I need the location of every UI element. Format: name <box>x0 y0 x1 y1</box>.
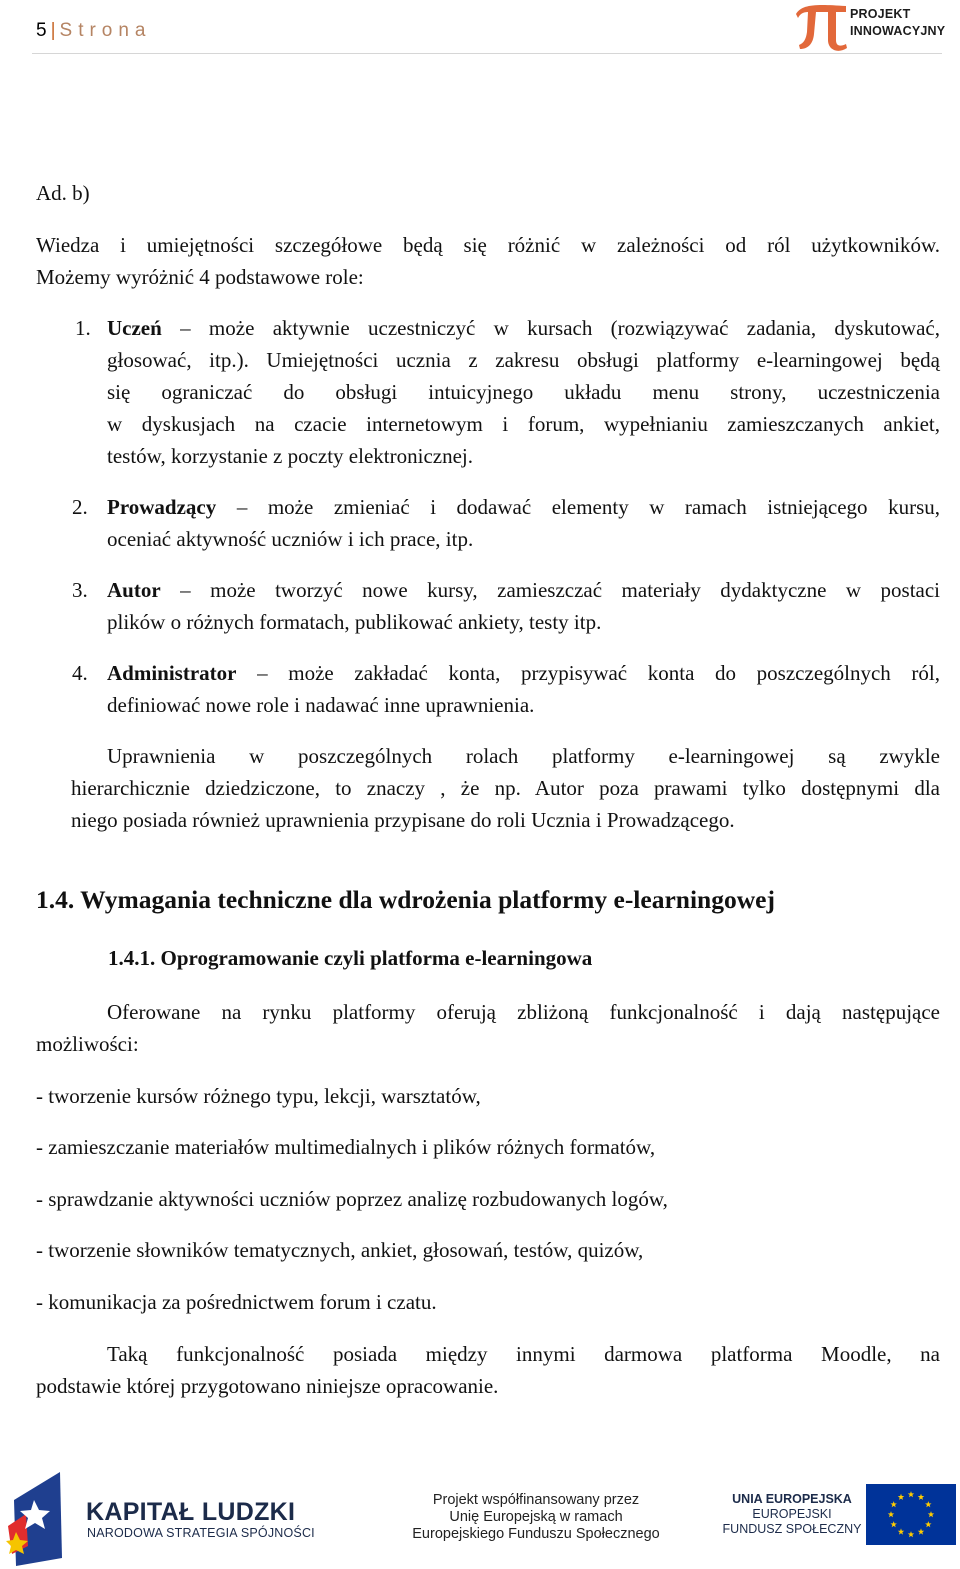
cofinancing-line: Europejskiego Funduszu Społecznego <box>412 1526 660 1542</box>
role-desc: – może aktywnie uczestniczyć w kursach (rozwiązywać zadania, dyskutować, <box>180 316 940 340</box>
list-item-line: plików o różnych formatach, publikować ankiety, testy itp. <box>107 610 602 634</box>
logo-line-1: PROJEKT <box>850 7 911 21</box>
page-header <box>36 20 152 42</box>
section-label: Ad. b) <box>36 181 90 205</box>
role-title: Autor <box>107 578 161 602</box>
paragraph-line: Uprawnienia w poszczególnych rolach platformy e-learningowej są zwykle <box>107 744 940 768</box>
logo-line-2: INNOWACYJNY <box>850 24 946 38</box>
pi-logo-icon <box>792 0 852 52</box>
kapital-ludzki-subtitle: NARODOWA STRATEGIA SPÓJNOŚCI <box>87 1526 315 1540</box>
role-title: Administrator <box>107 661 237 685</box>
bullet-item: - tworzenie słowników tematycznych, ankiet, głosowań, testów, quizów, <box>36 1238 644 1262</box>
list-number: 2. <box>72 495 88 519</box>
paragraph-line: Oferowane na rynku platformy oferują zbliżoną funkcjonalność i dają następujące <box>107 1000 940 1024</box>
paragraph-line: podstawie której przygotowano niniejsze opracowanie. <box>36 1374 499 1398</box>
cofinancing-line: Projekt współfinansowany przez <box>432 1492 640 1508</box>
role-title: Prowadzący <box>107 495 217 519</box>
eu-line: FUNDUSZ SPOŁECZNY <box>722 1522 862 1536</box>
eu-flag-icon <box>866 1484 956 1545</box>
intro-line-2: Możemy wyróżnić 4 podstawowe role: <box>36 265 364 289</box>
list-item-line <box>107 491 940 523</box>
kapital-ludzki-logo-icon <box>6 1466 66 1566</box>
page-number: 5 <box>36 20 47 41</box>
paragraph-line: hierarchicznie dziedziczone, to znaczy , że np. Autor poza prawami tylko dostępnymi dla <box>71 776 940 800</box>
eu-line: EUROPEJSKI <box>752 1507 832 1521</box>
section-heading: 1.4. Wymagania techniczne dla wdrożenia platformy e-learningowej <box>36 885 775 914</box>
list-item-line <box>107 312 940 344</box>
list-item-line <box>107 574 940 606</box>
list-item-line: definiować nowe role i nadawać inne uprawnienia. <box>107 693 535 717</box>
list-number: 3. <box>72 578 88 602</box>
role-desc: – może zmieniać i dodawać elementy w ramach istniejącego kursu, <box>236 495 941 519</box>
page-footer <box>0 1460 960 1569</box>
list-item-line: głosować, itp.). Umiejętności ucznia z zakresu obsługi platformy e-learningowej będą <box>107 348 940 372</box>
subsection-heading: 1.4.1. Oprogramowanie czyli platforma e-learningowa <box>108 946 593 970</box>
list-item-line: oceniać aktywność uczniów i ich prace, itp. <box>107 527 474 551</box>
role-desc: – może zakładać konta, przypisywać konta do poszczególnych ról, <box>257 661 941 685</box>
bullet-item: - tworzenie kursów różnego typu, lekcji, warsztatów, <box>36 1084 481 1108</box>
bullet-item: - komunikacja za pośrednictwem forum i czatu. <box>36 1290 437 1314</box>
cofinancing-line: Unię Europejską w ramach <box>449 1509 623 1525</box>
list-number: 4. <box>72 661 88 685</box>
project-logo-text <box>850 6 945 40</box>
list-item-line: w dyskusjach na czacie internetowym i forum, wypełnianiu zamieszczanych ankiet, <box>107 412 940 436</box>
role-title: Uczeń <box>107 316 162 340</box>
header-separator: | <box>50 20 56 41</box>
list-number: 1. <box>75 316 91 340</box>
role-desc: – może tworzyć nowe kursy, zamieszczać materiały dydaktyczne w postaci <box>180 578 941 602</box>
eu-line: UNIA EUROPEJSKA <box>732 1492 852 1506</box>
paragraph-line: możliwości: <box>36 1032 139 1056</box>
paragraph-line: Taką funkcjonalność posiada między innymi darmowa platforma Moodle, na <box>107 1342 940 1366</box>
bullet-item: - sprawdzanie aktywności uczniów poprzez analizę rozbudowanych logów, <box>36 1187 668 1211</box>
eu-label <box>722 1492 862 1537</box>
list-item-line <box>107 657 940 689</box>
bullet-item: - zamieszczanie materiałów multimedialnych i plików różnych formatów, <box>36 1135 656 1159</box>
paragraph-line: niego posiada również uprawnienia przypisane do roli Ucznia i Prowadzącego. <box>71 808 735 832</box>
page-word: Strona <box>59 20 152 41</box>
list-item-line: się ograniczać do obsługi intuicyjnego układu menu strony, uczestniczenia <box>107 380 940 404</box>
cofinancing-note <box>398 1492 674 1543</box>
list-item-line: testów, korzystanie z poczty elektronicznej. <box>107 444 473 468</box>
kapital-ludzki-title: KAPITAŁ LUDZKI <box>86 1498 296 1526</box>
header-rule <box>32 53 942 54</box>
intro-line-1: Wiedza i umiejętności szczegółowe będą się różnić w zależności od ról użytkowników. <box>36 233 940 257</box>
